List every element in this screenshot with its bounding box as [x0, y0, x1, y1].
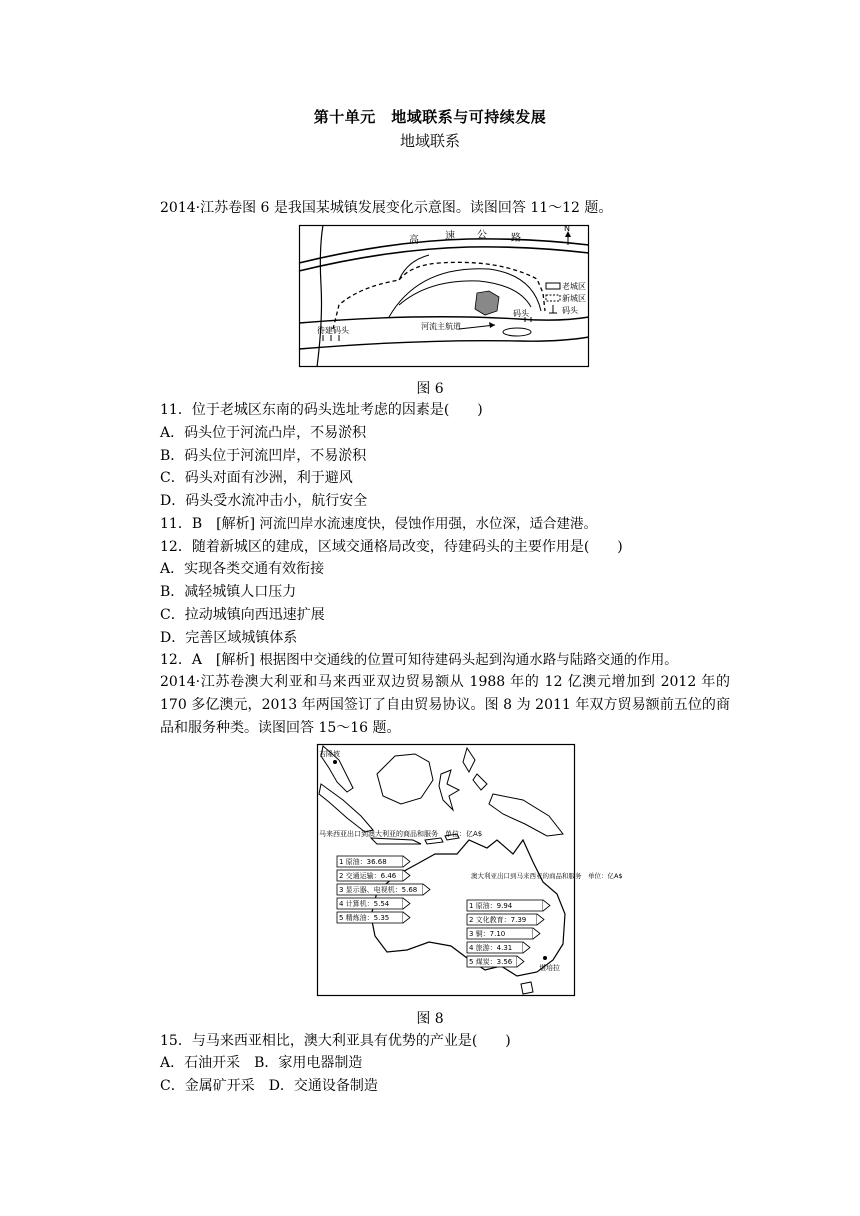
q11-answer	[160, 514, 597, 534]
highway-label-1: 高	[409, 235, 419, 246]
legend-old-town: 老城区	[562, 282, 586, 291]
my-to-au-item-5: 5 精炼油：5.35	[339, 914, 390, 922]
au-to-my-item-2: 2 文化教育：7.39	[469, 916, 527, 924]
q15-options-row-2: C．金属矿开采 D．交通设备制造	[160, 1078, 378, 1094]
figure-6-caption: 图 6	[416, 381, 444, 397]
au-to-my-item-4: 4 旅游：4.31	[469, 944, 513, 952]
q12-option-c: C．拉动城镇向西迅速扩展	[160, 607, 325, 623]
section-title: 地域联系	[399, 132, 460, 150]
q11-stem: 11．位于老城区东南的码头选址考虑的因素是( )	[160, 402, 483, 418]
city-kuala-lumpur: 吉隆坡	[319, 750, 340, 758]
highway-label-4: 路	[511, 233, 521, 244]
figure-8-caption: 图 8	[416, 1011, 444, 1027]
my-to-au-item-2: 2 交通运输：6.46	[339, 872, 397, 880]
au-to-my-item-1: 1 原油：9.94	[469, 902, 513, 910]
figure-6-town-map	[299, 225, 589, 367]
q15-options-row-1: A．石油开采 B．家用电器制造	[160, 1055, 363, 1071]
q15-16-intro	[130, 671, 730, 740]
legend-dock: 码头	[562, 306, 578, 315]
my-to-au-title	[319, 829, 482, 838]
q12-option-b: B．减轻城镇人口压力	[160, 584, 297, 600]
highway-label-3: 公	[477, 230, 487, 241]
q12-stem: 12．随着新城区的建成，区域交通格局改变，待建码头的主要作用是( )	[160, 539, 623, 555]
q11-option-b: B．码头位于河流凹岸，不易淤积	[160, 448, 367, 464]
q12-answer	[160, 650, 678, 670]
north-label: N	[564, 224, 570, 233]
unit-title: 第十单元 地域联系与可持续发展	[313, 108, 547, 126]
q12-option-a: A．实现各类交通有效衔接	[160, 561, 325, 577]
q11-answer-text: 河流凹岸水流速度快，侵蚀作用强，水位深，适合建港。	[259, 516, 597, 532]
q11-option-a: A．码头位于河流凸岸，不易淤积	[160, 425, 367, 441]
q11-option-d: D．码头受水流冲击小，航行安全	[160, 493, 368, 509]
my-to-au-item-1: 1 原油：36.68	[339, 858, 387, 866]
au-to-my-title: 澳大利亚出口到马来西亚的商品和服务 单位：亿A$	[471, 872, 623, 880]
my-to-au-title-text: 马来西亚出口到澳大利亚的商品和服务 单位：亿A$	[319, 830, 483, 838]
au-to-my-item-5: 5 煤炭：3.56	[469, 958, 513, 966]
my-to-au-item-3: 3 显示器、电视机：5.68	[339, 886, 418, 894]
river-label: 河流主航道	[421, 322, 461, 331]
q12-answer-prefix: 12．A [解析]	[160, 652, 255, 668]
legend-new-town: 新城区	[562, 294, 586, 303]
q11-option-c: C．码头对面有沙洲，利于避风	[160, 470, 353, 486]
q12-option-d: D．完善区域城镇体系	[160, 630, 298, 646]
dock-label: 码头	[513, 309, 529, 318]
highway-label-2: 速	[445, 231, 455, 242]
q11-answer-prefix: 11．B [解析]	[160, 516, 256, 532]
au-to-my-item-3: 3 铜：7.10	[469, 930, 506, 938]
city-canberra: 堪培拉	[539, 964, 560, 972]
q15-16-intro-text: 2014·江苏卷澳大利亚和马来西亚双边贸易额从 1988 年的 12 亿澳元增加到 2012 年的 170 多亿澳元，2013 年两国签订了自由贸易协议。图 8 为 2011 年双方贸易额前五位的商品和服务种类。读图回答 15～16 题。	[160, 674, 730, 736]
my-to-au-item-4: 4 计算机：5.54	[339, 900, 390, 908]
q15-stem: 15．与马来西亚相比，澳大利亚具有优势的产业是( )	[160, 1033, 511, 1049]
figure-8-trade-map	[317, 744, 623, 996]
q12-answer-text: 根据图中交通线的位置可知待建码头起到沟通水路与陆路交通的作用。	[259, 652, 678, 668]
q11-12-intro: 2014·江苏卷图 6 是我国某城镇发展变化示意图。读图回答 11～12 题。	[160, 200, 613, 216]
planned-dock-label: 待建码头	[317, 326, 349, 335]
